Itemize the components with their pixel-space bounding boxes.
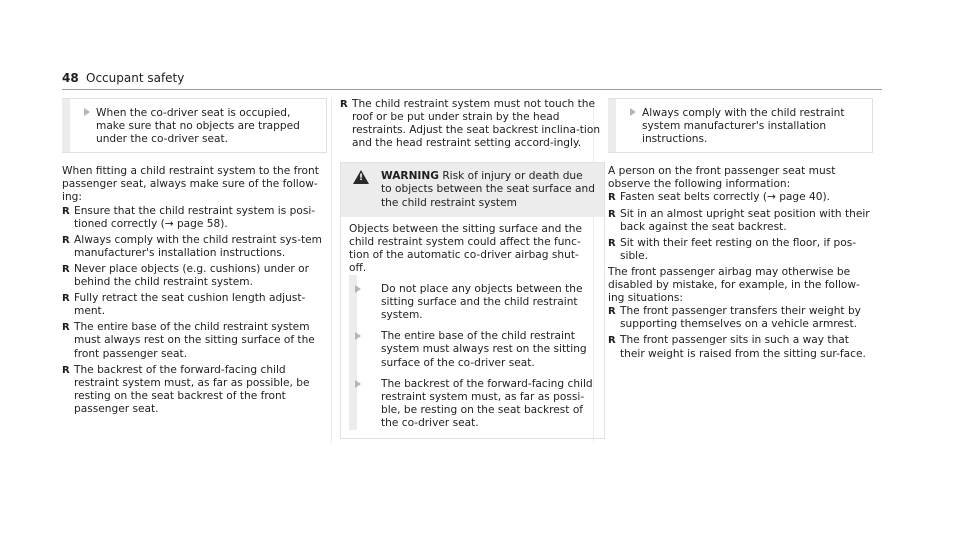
arrow-right-icon (355, 332, 361, 340)
arrow-right-icon (630, 108, 636, 116)
warning-step: Do not place any objects between the sitting surface and the child restraint system. (349, 275, 596, 322)
page-header (62, 72, 882, 90)
list-item: R The backrest of the forward-facing child restraint system must, as far as possible, be resting on the seat backrest of the front passenger seat. (62, 363, 310, 415)
warning-step: The backrest of the forward-facing child restraint system must, as far as possi-ble, be resting on the seat backrest of the co-driver seat. (349, 370, 596, 430)
exclamation-icon: ! (359, 173, 364, 184)
list-item: R Never place objects (e.g. cushions) under or behind the child restraint system. (62, 262, 309, 289)
warning-box (340, 162, 605, 439)
page-number: 48 (62, 71, 79, 85)
bullet-icon: R (62, 263, 70, 275)
warning-title: Risk of injury or death due to objects between the seat surface and the child restraint system (381, 170, 595, 209)
bullet-icon: R (62, 322, 70, 334)
warning-body (341, 217, 604, 438)
column-1 (62, 98, 327, 419)
bullet-icon: R (62, 293, 70, 305)
note-bar (62, 99, 70, 152)
arrow-right-icon (355, 285, 361, 293)
arrow-right-icon (355, 380, 361, 388)
note-bar (608, 99, 616, 152)
list-item: R The child restraint system must not touch the roof or be put under strain by the head restraints. Adjust the seat backrest inclina-tion and the head restraint setting accord-ingly. (340, 98, 601, 150)
bullet-icon: R (608, 306, 616, 318)
list-item: R Ensure that the child restraint system is posi-tioned correctly (→ page 58). (62, 204, 316, 230)
bullet-icon: R (608, 335, 616, 347)
list-item: R Sit in an almost upright seat position with their back against the seat backrest. (608, 207, 870, 233)
note-box (62, 98, 327, 153)
bullet-icon: R (608, 192, 616, 204)
column-3 (608, 98, 873, 364)
warning-step: The entire base of the child restraint system must always rest on the sitting surface of the co-driver seat. (349, 322, 596, 369)
bullet-icon: R (62, 205, 70, 217)
paragraph: The front passenger airbag may otherwise be disabled by mistake, for example, in the follow-ing situations: (608, 265, 860, 305)
bullet-icon: R (340, 99, 348, 110)
bullet-list (608, 305, 873, 360)
list-item: R The entire base of the child restraint system must always rest on the sitting surface of the front passenger seat. (62, 321, 315, 360)
bullet-icon: R (608, 237, 616, 249)
warning-header (341, 163, 604, 216)
warning-label: WARNING (381, 170, 439, 183)
bullet-list (608, 191, 873, 262)
bullet-icon: R (608, 208, 616, 220)
note-text: When the co-driver seat is occupied, make sure that no objects are trapped under the co-driver seat. (96, 107, 300, 146)
list-item: R Always comply with the child restraint sys-tem manufacturer's installation instructions. (62, 233, 323, 259)
step-bar (349, 275, 357, 322)
list-item: R Sit with their feet resting on the floor, if pos-sible. (608, 236, 857, 262)
arrow-right-icon (84, 108, 90, 116)
list-item: R Fasten seat belts correctly (→ page 40). (608, 191, 831, 204)
list-item: R The front passenger transfers their weight by supporting themselves on a vehicle armrest. (608, 305, 861, 331)
column-divider (331, 98, 332, 443)
list-item: R Fully retract the seat cushion length adjust-ment. (62, 292, 306, 318)
step-bar (349, 322, 357, 369)
list-item: R The front passenger sits in such a way that their weight is raised from the sitting sur-face. (608, 334, 866, 360)
bullet-icon: R (62, 364, 70, 376)
header-rule (62, 89, 882, 90)
column-2 (340, 98, 605, 439)
bullet-list (340, 98, 605, 150)
intro-text: A person on the front passenger seat must observe the following information: (608, 165, 836, 191)
note-text: Always comply with the child restraint system manufacturer's installation instructions. (642, 107, 845, 146)
bullet-icon: R (62, 234, 70, 246)
note-box (608, 98, 873, 153)
warning-text: Objects between the sitting surface and the child restraint system could affect the func-tion of the automatic co-driver airbag shut-off. (349, 222, 583, 274)
bullet-list (62, 205, 327, 416)
section-title: Occupant safety (86, 71, 185, 85)
intro-text: When fitting a child restraint system to the front passenger seat, always make sure of the follow-ing: (62, 165, 319, 204)
